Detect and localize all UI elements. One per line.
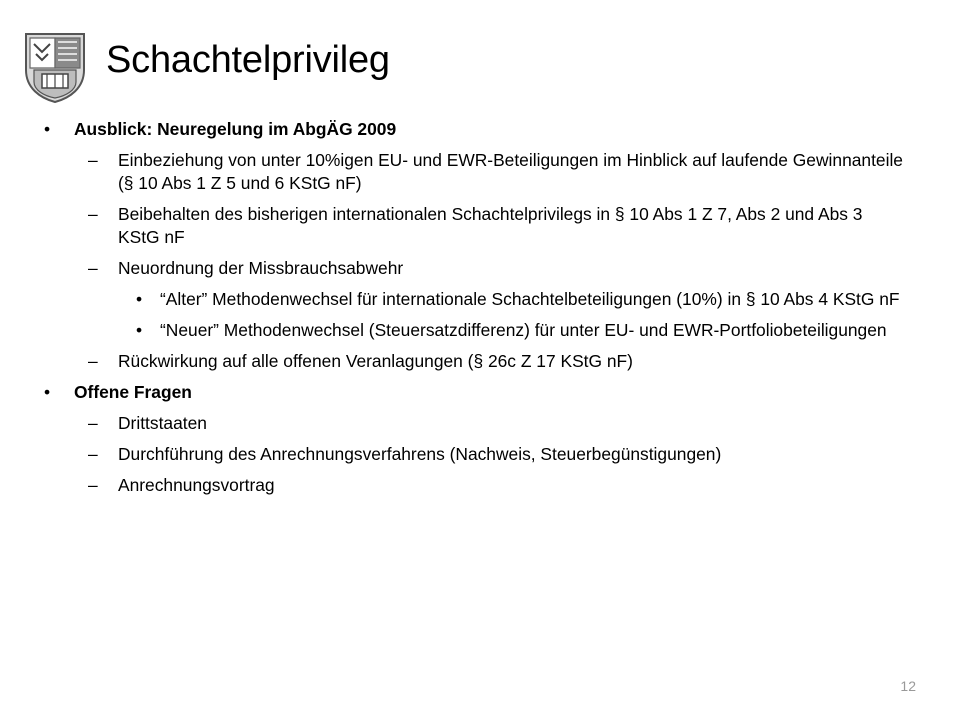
- list-item-text: Rückwirkung auf alle offenen Veranlagungen (§ 26c Z 17 KStG nF): [118, 351, 633, 371]
- bullet-dash: –: [88, 413, 98, 433]
- list-item: [44, 443, 904, 466]
- bullet-dot: •: [136, 320, 143, 340]
- list-item-text: “Neuer” Methodenwechsel (Steuersatzdifferenz) für unter EU- und EWR-Portfoliobeteiligungen: [160, 320, 887, 340]
- bullet-list: [44, 118, 904, 505]
- list-item-text: Drittstaaten: [118, 413, 207, 433]
- list-item-text: Offene Fragen: [74, 382, 192, 402]
- list-item-text: Beibehalten des bisherigen internationalen Schachtelprivilegs in § 10 Abs 1 Z 7, Abs 2 und Abs 3 KStG nF: [118, 204, 863, 247]
- bullet-dash: –: [88, 204, 98, 224]
- list-item-text: Ausblick: Neuregelung im AbgÄG 2009: [74, 119, 397, 139]
- bullet-dot: •: [44, 382, 51, 402]
- list-item-text: Neuordnung der Missbrauchsabwehr: [118, 258, 404, 278]
- list-item: [44, 412, 904, 435]
- bullet-dot: •: [44, 119, 51, 139]
- list-item: [44, 319, 904, 342]
- page-title: Schachtelprivileg: [106, 39, 390, 81]
- list-item: [44, 118, 904, 141]
- list-item: [44, 474, 904, 497]
- list-item-text: Einbeziehung von unter 10%igen EU- und EWR-Beteiligungen im Hinblick auf laufende Gewinnanteile (§ 10 Abs 1 Z 5 und 6 KStG nF): [118, 150, 903, 193]
- list-item: [44, 381, 904, 404]
- bullet-dash: –: [88, 150, 98, 170]
- list-item-text: Durchführung des Anrechnungsverfahrens (Nachweis, Steuerbegünstigungen): [118, 444, 722, 464]
- list-item: [44, 257, 904, 280]
- list-item-text: “Alter” Methodenwechsel für internationale Schachtelbeteiligungen (10%) in § 10 Abs 4 KStG nF: [160, 289, 900, 309]
- bullet-dash: –: [88, 351, 98, 371]
- bullet-dash: –: [88, 258, 98, 278]
- page-number: 12: [900, 678, 916, 694]
- list-item: [44, 288, 904, 311]
- coat-of-arms-icon: [22, 30, 88, 104]
- bullet-dot: •: [136, 289, 143, 309]
- list-item-text: Anrechnungsvortrag: [118, 475, 275, 495]
- bullet-dash: –: [88, 444, 98, 464]
- list-item: [44, 149, 904, 195]
- list-item: [44, 350, 904, 373]
- bullet-dash: –: [88, 475, 98, 495]
- list-item: [44, 203, 904, 249]
